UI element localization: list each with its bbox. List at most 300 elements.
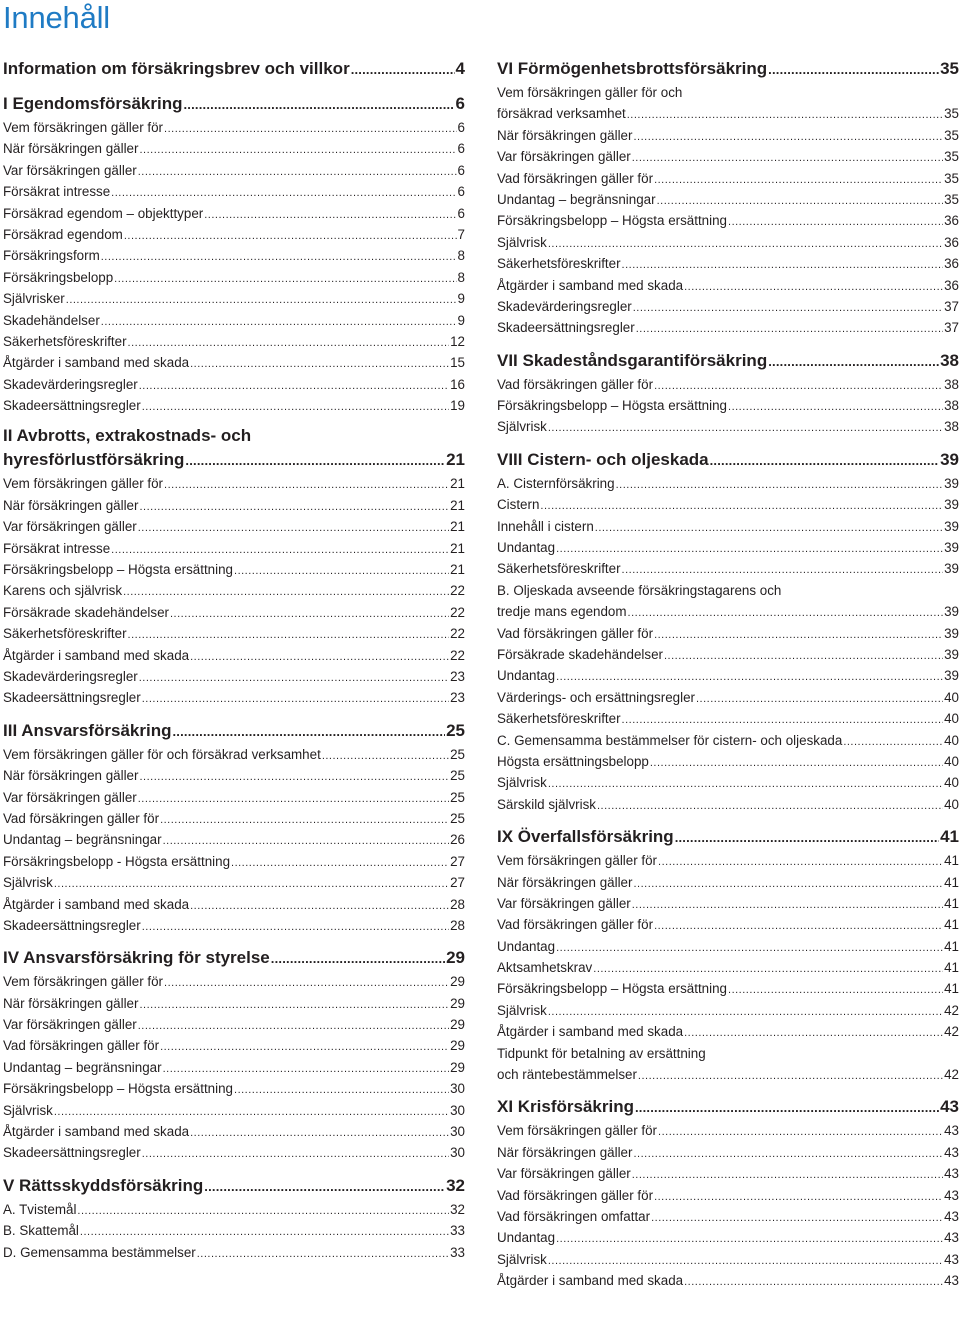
- toc-entry-label: Säkerhetsföreskrifter: [497, 256, 621, 272]
- toc-page-number: 22: [450, 583, 465, 599]
- toc-section-heading[interactable]: [497, 824, 959, 850]
- toc-entry[interactable]: [497, 210, 959, 231]
- toc-entry[interactable]: [497, 1185, 959, 1206]
- toc-entry[interactable]: [497, 1064, 959, 1085]
- toc-entry[interactable]: [3, 224, 465, 245]
- toc-page-number: 8: [457, 269, 465, 285]
- toc-leader-dots: [163, 831, 450, 850]
- toc-entry-label: Vem försäkringen gäller för och försäkrad verksamhet: [3, 746, 321, 762]
- toc-page-number: 25: [446, 720, 465, 740]
- toc-entry[interactable]: [3, 352, 465, 373]
- toc-entry-label: Försäkringsbelopp – Högsta ersättning: [497, 213, 728, 229]
- toc-leader-dots: [628, 603, 944, 622]
- toc-entry[interactable]: [497, 317, 959, 338]
- toc-entry-label: IX Överfallsförsäkring: [497, 827, 674, 847]
- toc-entry-label: B. Skattemål: [3, 1223, 79, 1239]
- toc-page-number: 25: [450, 768, 465, 784]
- toc-page-number: 27: [450, 853, 465, 869]
- toc-page-number: 33: [450, 1223, 465, 1239]
- toc-leader-dots: [114, 269, 456, 288]
- toc-entry[interactable]: [497, 601, 959, 622]
- toc-entry[interactable]: [3, 666, 465, 687]
- toc-entry[interactable]: [497, 232, 959, 253]
- toc-entry[interactable]: [3, 971, 465, 992]
- toc-leader-dots: [139, 497, 449, 516]
- toc-entry-label: Försäkringsbelopp – Högsta ersättning: [497, 398, 728, 414]
- toc-entry[interactable]: [3, 765, 465, 786]
- toc-entry[interactable]: [3, 580, 465, 601]
- toc-entry-label: A. Cisternförsäkring: [497, 475, 615, 491]
- toc-leader-dots: [654, 625, 943, 644]
- toc-entry[interactable]: [497, 537, 959, 558]
- toc-entry[interactable]: [497, 1249, 959, 1270]
- toc-entry[interactable]: [497, 473, 959, 494]
- toc-entry-label: Skadeersättningsregler: [3, 917, 141, 933]
- toc-leader-dots: [696, 689, 943, 708]
- toc-page-number: 16: [450, 376, 465, 392]
- toc-page-number: 4: [455, 59, 465, 78]
- toc-section-heading[interactable]: [3, 91, 465, 117]
- toc-page-number: 41: [944, 938, 959, 954]
- toc-leader-dots: [234, 1080, 449, 1099]
- toc-entry[interactable]: [3, 160, 465, 181]
- toc-page-number: 29: [450, 1017, 465, 1033]
- toc-page-number: 35: [940, 59, 959, 78]
- toc-leader-dots: [234, 561, 449, 580]
- toc-entry[interactable]: [497, 558, 959, 579]
- toc-entry[interactable]: [3, 645, 465, 666]
- toc-page-number: 41: [944, 960, 959, 976]
- toc-entry-label: Särskild självrisk: [497, 796, 596, 812]
- toc-entry-label: III Ansvarsförsäkring: [3, 720, 172, 740]
- toc-page-number: 21: [450, 519, 465, 535]
- toc-leader-dots: [556, 539, 943, 558]
- toc-entry-label: VIII Cistern- och oljeskada: [497, 449, 709, 469]
- toc-page-number: 35: [944, 149, 959, 165]
- toc-leader-dots: [768, 57, 939, 82]
- toc-leader-dots: [633, 127, 943, 146]
- toc-entry-label: Vad försäkringen gäller för: [497, 1187, 654, 1203]
- toc-page-number: 32: [446, 1175, 465, 1195]
- toc-entry-label: Åtgärder i samband med skada: [497, 1024, 684, 1040]
- toc-page-number: 39: [944, 518, 959, 534]
- toc-leader-dots: [710, 448, 939, 473]
- toc-entry-label: Vad försäkringen gäller för: [497, 376, 654, 392]
- toc-leader-dots: [658, 1122, 943, 1141]
- toc-entry-label: XI Krisförsäkring: [497, 1097, 634, 1117]
- toc-entry[interactable]: [497, 665, 959, 686]
- toc-leader-dots: [540, 496, 943, 515]
- toc-entry[interactable]: [3, 559, 465, 580]
- toc-entry-label: Självrisk: [497, 234, 547, 250]
- toc-entry[interactable]: [497, 914, 959, 935]
- toc-entry[interactable]: [497, 1163, 959, 1184]
- toc-page-number: 41: [940, 827, 959, 847]
- toc-page-number: 35: [944, 170, 959, 186]
- toc-entry-label: Skadeersättningsregler: [3, 1145, 141, 1161]
- toc-entry[interactable]: [3, 181, 465, 202]
- toc-leader-dots: [556, 667, 943, 686]
- toc-page-number: 39: [944, 625, 959, 641]
- toc-page-number: 15: [450, 355, 465, 371]
- toc-entry[interactable]: [497, 978, 959, 999]
- toc-page-number: 43: [944, 1230, 959, 1246]
- toc-leader-dots: [185, 448, 445, 473]
- toc-entry[interactable]: [3, 623, 465, 644]
- toc-page-number: 29: [446, 948, 465, 968]
- toc-entry[interactable]: [497, 516, 959, 537]
- toc-page-number: 21: [450, 476, 465, 492]
- toc-page-number: 30: [450, 1124, 465, 1140]
- toc-entry[interactable]: [3, 602, 465, 623]
- toc-leader-dots: [768, 349, 939, 374]
- toc-leader-dots: [164, 119, 457, 138]
- toc-entry[interactable]: [3, 310, 465, 331]
- toc-entry-label: Innehåll i cistern: [497, 518, 594, 534]
- toc-leader-dots: [190, 896, 449, 915]
- toc-entry[interactable]: [497, 850, 959, 871]
- toc-entry[interactable]: [3, 1100, 465, 1121]
- toc-entry[interactable]: [497, 494, 959, 515]
- toc-section-heading[interactable]: [3, 425, 465, 473]
- toc-page-number: 32: [450, 1201, 465, 1217]
- toc-entry-label: Cistern: [497, 497, 540, 513]
- toc-leader-dots: [164, 475, 449, 494]
- toc-entry-label: Vad försäkringen gäller för: [497, 625, 654, 641]
- toc-entry[interactable]: [497, 794, 959, 815]
- toc-page-number: 35: [944, 191, 959, 207]
- toc-entry[interactable]: [3, 473, 465, 494]
- toc-page-number: 40: [944, 753, 959, 769]
- toc-entry[interactable]: [3, 447, 465, 473]
- toc-entry-label: Försäkrade skadehändelser: [497, 646, 663, 662]
- toc-section-heading[interactable]: [3, 718, 465, 744]
- toc-entry[interactable]: [497, 936, 959, 957]
- toc-entry-label: Åtgärder i samband med skada: [3, 896, 190, 912]
- toc-page-number: 39: [944, 646, 959, 662]
- toc-section-heading[interactable]: [3, 945, 465, 971]
- toc-leader-dots: [142, 397, 449, 416]
- toc-entry[interactable]: [3, 267, 465, 288]
- toc-entry-label: Var försäkringen gäller: [497, 149, 631, 165]
- toc-page-number: 36: [944, 234, 959, 250]
- toc-page-number: 36: [944, 213, 959, 229]
- toc-page-number: 28: [450, 917, 465, 933]
- toc-page-number: 30: [450, 1145, 465, 1161]
- toc-page-number: 9: [457, 291, 465, 307]
- toc-entry[interactable]: [3, 787, 465, 808]
- toc-entry-label: Undantag: [497, 1230, 556, 1246]
- toc-entry[interactable]: [3, 829, 465, 850]
- toc-leader-dots: [123, 582, 449, 601]
- toc-entry[interactable]: [497, 1270, 959, 1291]
- toc-entry[interactable]: [3, 872, 465, 893]
- toc-entry-label: Vad försäkringen gäller för: [497, 917, 654, 933]
- toc-page-number: 35: [944, 106, 959, 122]
- toc-leader-dots: [101, 312, 457, 331]
- toc-entry-label: Vad försäkringen gäller för: [497, 170, 654, 186]
- toc-entry[interactable]: [3, 331, 465, 352]
- toc-leader-dots: [675, 825, 939, 850]
- toc-leader-dots: [101, 247, 457, 266]
- toc-entry[interactable]: [497, 1120, 959, 1141]
- toc-entry-label: Undantag: [497, 938, 556, 954]
- toc-entry-label: Undantag – begränsningar: [3, 1059, 162, 1075]
- toc-entry[interactable]: [3, 1199, 465, 1220]
- toc-entry[interactable]: [3, 245, 465, 266]
- toc-entry[interactable]: [3, 851, 465, 872]
- toc-section-heading[interactable]: [497, 447, 959, 473]
- toc-entry[interactable]: [3, 687, 465, 708]
- toc-entry-label: Vem försäkringen gäller för och: [497, 85, 683, 100]
- toc-page-number: 43: [944, 1251, 959, 1267]
- toc-entry[interactable]: [497, 1000, 959, 1021]
- toc-entry-label: Skadeersättningsregler: [3, 690, 141, 706]
- toc-leader-dots: [635, 1095, 939, 1120]
- toc-entry[interactable]: [3, 1242, 465, 1263]
- toc-entry-label: Var försäkringen gäller: [3, 162, 137, 178]
- toc-entry[interactable]: [3, 395, 465, 416]
- toc-entry-label: Självrisk: [497, 1251, 547, 1267]
- toc-entry[interactable]: [3, 1057, 465, 1078]
- toc-entry-label: VI Förmögenhetsbrottsförsäkring: [497, 59, 768, 78]
- toc-page-number: 39: [944, 540, 959, 556]
- toc-leader-dots: [80, 1222, 449, 1241]
- toc-entry-label: Försäkringsbelopp - Högsta ersättning: [3, 853, 231, 869]
- toc-leader-dots: [173, 719, 446, 744]
- toc-entry-label: Undantag – begränsningar: [497, 191, 656, 207]
- toc-entry-label: Självrisk: [497, 419, 547, 435]
- toc-entry[interactable]: [497, 296, 959, 317]
- toc-entry-label: Vem försäkringen gäller för: [3, 476, 164, 492]
- toc-entry[interactable]: [497, 1227, 959, 1248]
- toc-entry[interactable]: [497, 957, 959, 978]
- toc-entry-label: Försäkringsbelopp – Högsta ersättning: [3, 562, 234, 578]
- toc-entry-label: V Rättsskyddsförsäkring: [3, 1175, 204, 1195]
- toc-entry[interactable]: [497, 395, 959, 416]
- toc-leader-dots: [142, 1144, 449, 1163]
- toc-entry[interactable]: [497, 708, 959, 729]
- toc-page-number: 7: [457, 226, 465, 242]
- toc-page-number: 43: [944, 1123, 959, 1139]
- toc-page-number: 12: [450, 333, 465, 349]
- toc-section-heading[interactable]: [497, 1094, 959, 1120]
- toc-entry[interactable]: [3, 744, 465, 765]
- toc-entry-label: Vad försäkringen gäller för: [3, 810, 160, 826]
- toc-leader-dots: [633, 874, 943, 893]
- toc-entry-label: B. Oljeskada avseende försäkringstagarens och: [497, 582, 782, 598]
- toc-leader-dots: [632, 148, 943, 167]
- toc-entry[interactable]: [497, 751, 959, 772]
- toc-page-number: 39: [944, 497, 959, 513]
- toc-entry[interactable]: [3, 203, 465, 224]
- toc-page-number: 29: [450, 1038, 465, 1054]
- toc-page-number: 21: [446, 450, 465, 470]
- toc-heading-line: II Avbrotts, extrakostnads- och: [3, 426, 252, 446]
- toc-entry[interactable]: [3, 495, 465, 516]
- toc-entry-label: Åtgärder i samband med skada: [497, 277, 684, 293]
- toc-leader-dots: [204, 1174, 445, 1199]
- toc-leader-dots: [164, 973, 449, 992]
- toc-leader-dots: [190, 354, 449, 373]
- toc-entry[interactable]: [497, 125, 959, 146]
- toc-entry[interactable]: [497, 772, 959, 793]
- toc-page-number: 39: [940, 449, 959, 469]
- toc-entry-label: Vem försäkringen gäller för: [3, 120, 164, 135]
- toc-page-number: 21: [450, 562, 465, 578]
- toc-entry[interactable]: [3, 117, 465, 138]
- toc-leader-dots: [142, 917, 449, 936]
- toc-entry-label: Tidpunkt för betalning av ersättning: [497, 1045, 706, 1061]
- toc-entry-label: Åtgärder i samband med skada: [3, 647, 190, 663]
- toc-entry-label: Självrisk: [497, 1002, 547, 1018]
- toc-leader-dots: [627, 105, 943, 124]
- toc-page-number: 41: [944, 874, 959, 890]
- toc-entry[interactable]: [3, 993, 465, 1014]
- toc-entry[interactable]: [497, 275, 959, 296]
- toc-entry[interactable]: [497, 1043, 959, 1064]
- toc-page-number: 25: [450, 746, 465, 762]
- toc-page-number: 40: [944, 775, 959, 791]
- toc-entry[interactable]: [3, 1121, 465, 1142]
- toc-page-number: 19: [450, 398, 465, 414]
- toc-page-number: 6: [455, 94, 465, 113]
- toc-leader-dots: [548, 1251, 943, 1270]
- toc-entry-label: Säkerhetsföreskrifter: [497, 711, 621, 727]
- toc-page-number: 6: [457, 120, 465, 135]
- toc-page-number: 40: [944, 796, 959, 812]
- toc-entry-label: VII Skadeståndsgarantiförsäkring: [497, 350, 768, 370]
- toc-entry[interactable]: [497, 687, 959, 708]
- toc-entry[interactable]: [3, 1078, 465, 1099]
- toc-page-number: 22: [450, 626, 465, 642]
- toc-page-number: 42: [944, 1024, 959, 1040]
- toc-leader-dots: [111, 183, 456, 202]
- toc-entry-label: Skadeersättningsregler: [3, 398, 141, 414]
- toc-entry[interactable]: [497, 416, 959, 437]
- toc-entry-label: När försäkringen gäller: [3, 141, 139, 157]
- toc-page-number: 35: [944, 127, 959, 143]
- toc-entry-label: A. Tvistemål: [3, 1201, 77, 1217]
- toc-entry[interactable]: [497, 730, 959, 751]
- toc-entry-label: Vem försäkringen gäller för: [497, 853, 658, 869]
- toc-entry-label: Undantag: [497, 668, 556, 684]
- toc-column-right: [497, 56, 959, 1292]
- toc-entry[interactable]: [3, 1035, 465, 1056]
- toc-entry[interactable]: [497, 1206, 959, 1227]
- toc-page-number: 43: [944, 1144, 959, 1160]
- toc-leader-dots: [54, 874, 449, 893]
- toc-entry[interactable]: [497, 644, 959, 665]
- toc-entry[interactable]: [497, 580, 959, 601]
- toc-entry-label: Försäkringsbelopp – Högsta ersättning: [3, 1081, 234, 1097]
- toc-entry[interactable]: [3, 374, 465, 395]
- toc-page-number: 41: [944, 917, 959, 933]
- toc-leader-dots: [124, 226, 457, 245]
- toc-leader-dots: [204, 205, 456, 224]
- toc-entry[interactable]: [497, 893, 959, 914]
- toc-leader-dots: [650, 753, 943, 772]
- toc-entry[interactable]: [497, 1021, 959, 1042]
- toc-leader-dots: [843, 732, 943, 751]
- toc-entry-label: Åtgärder i samband med skada: [497, 1273, 684, 1289]
- toc-page-number: 37: [944, 298, 959, 314]
- toc-leader-dots: [654, 916, 943, 935]
- toc-entry[interactable]: [3, 808, 465, 829]
- toc-leader-dots: [636, 319, 943, 338]
- toc-entry[interactable]: [497, 872, 959, 893]
- toc-entry[interactable]: [3, 915, 465, 936]
- toc-entry[interactable]: [497, 168, 959, 189]
- toc-leader-dots: [593, 959, 943, 978]
- toc-entry[interactable]: [3, 1220, 465, 1241]
- toc-page-number: 6: [457, 205, 465, 221]
- toc-entry[interactable]: [3, 516, 465, 537]
- toc-entry[interactable]: [3, 1014, 465, 1035]
- toc-entry-label: Försäkringsbelopp: [3, 269, 114, 285]
- toc-page-number: 40: [944, 732, 959, 748]
- toc-entry-label: försäkrad verksamhet: [497, 106, 626, 122]
- toc-page-number: 30: [450, 1081, 465, 1097]
- toc-entry[interactable]: [497, 1142, 959, 1163]
- toc-entry[interactable]: [497, 103, 959, 124]
- toc-leader-dots: [138, 518, 449, 537]
- toc-leader-dots: [638, 1066, 943, 1085]
- toc-entry[interactable]: [497, 146, 959, 167]
- toc-page-number: 38: [944, 398, 959, 414]
- toc-leader-dots: [77, 1201, 449, 1220]
- toc-leader-dots: [322, 746, 449, 765]
- toc-section-heading[interactable]: [3, 56, 465, 82]
- toc-entry[interactable]: [3, 288, 465, 309]
- toc-page-number: 40: [944, 689, 959, 705]
- toc-entry[interactable]: [497, 189, 959, 210]
- toc-leader-dots: [664, 646, 943, 665]
- toc-entry[interactable]: [3, 538, 465, 559]
- toc-entry-label: När försäkringen gäller: [497, 1144, 633, 1160]
- toc-leader-dots: [728, 397, 943, 416]
- toc-entry[interactable]: [3, 138, 465, 159]
- toc-page-number: 30: [450, 1102, 465, 1118]
- toc-entry[interactable]: [497, 374, 959, 395]
- toc-section-heading[interactable]: [3, 1173, 465, 1199]
- toc-page-number: 42: [944, 1002, 959, 1018]
- toc-page-number: 21: [450, 497, 465, 513]
- toc-entry-label: hyresförlustförsäkring: [3, 450, 185, 470]
- toc-leader-dots: [616, 475, 944, 494]
- toc-entry[interactable]: [497, 253, 959, 274]
- toc-entry[interactable]: [3, 894, 465, 915]
- page-title: Innehåll: [3, 0, 110, 35]
- toc-entry[interactable]: [497, 623, 959, 644]
- toc-entry-label: Åtgärder i samband med skada: [3, 355, 190, 371]
- toc-entry-label: Självrisk: [497, 775, 547, 791]
- toc-leader-dots: [684, 277, 943, 296]
- toc-entry-label: Aktsamhetskrav: [497, 960, 593, 976]
- toc-entry[interactable]: [3, 1142, 465, 1163]
- toc-leader-dots: [633, 1144, 943, 1163]
- toc-page-number: 23: [450, 668, 465, 684]
- toc-entry-label: När försäkringen gäller: [3, 497, 139, 513]
- toc-leader-dots: [654, 376, 943, 395]
- toc-entry-label: Information om försäkringsbrev och villkor: [3, 59, 350, 78]
- toc-section-heading[interactable]: [497, 348, 959, 374]
- toc-entry[interactable]: [497, 82, 959, 103]
- toc-leader-dots: [139, 767, 449, 786]
- toc-section-heading[interactable]: [497, 56, 959, 82]
- toc-entry-label: Skadevärderingsregler: [497, 298, 632, 314]
- toc-entry-label: Försäkrad egendom: [3, 226, 123, 242]
